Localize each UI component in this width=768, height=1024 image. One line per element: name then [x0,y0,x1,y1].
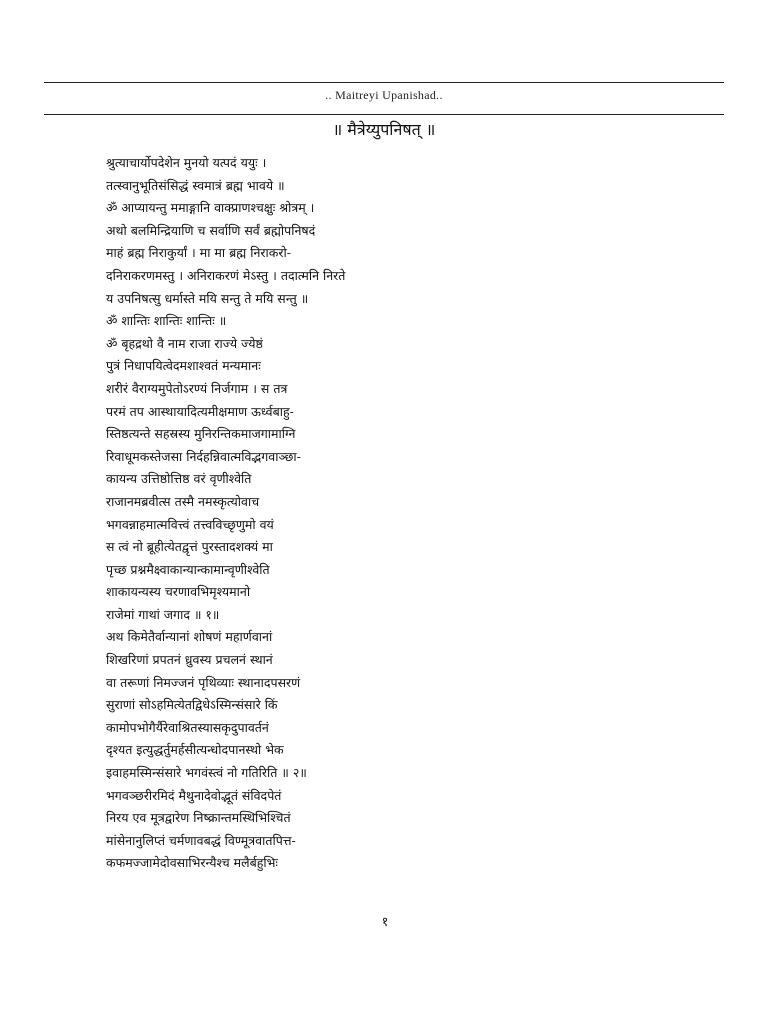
verse-line: स त्वं नो ब्रूहीत्येतद्वृत्तं पुरस्तादशक्यं मा [106,539,273,555]
verse-block [106,152,706,875]
verse-line: परमं तप आस्थायादित्यमीक्षमाण ऊर्ध्वबाहु- [106,403,294,419]
verse-line: ॐ बृहद्रथो वै नाम राजा राज्ये ज्येष्ठं [106,335,263,351]
page-title: ॥ मैत्रेय्युपनिषत् ॥ [332,120,436,139]
verse-line: इवाहमस्मिन्संसारे भगवंस्त्वं नो गतिरिति ॥ २॥ [106,765,307,781]
verse-line: मांसेनानुलिप्तं चर्मणावबद्धं विण्मूत्रवातपित्त- [106,832,296,848]
verse-line: पुत्रं निधापयित्वेदमशाश्वतं मन्यमानः [106,358,261,374]
verse-line: स्तिष्ठत्यन्ते सहस्रस्य मुनिरन्तिकमाजगामाग्नि [106,426,296,442]
verse-line: ॐ शान्तिः शान्तिः शान्तिः ॥ [106,313,227,329]
verse-line: रिवाधूमकस्तेजसा निर्दहन्निवात्मविद्भगवाञ्छा- [106,448,301,464]
verse-line: शरीरं वैराग्यमुपेतोऽरण्यं निर्जगाम । स तत्र [106,380,288,396]
verse-line: वा तरूणां निमज्जनं पृथिव्याः स्थानादपसरणं [106,674,301,690]
verse-line: अथो बलमिन्द्रियाणि च सर्वाणि सर्वं ब्रह्मोपनिषदं [106,222,316,238]
verse-line: दनिराकरणमस्तु । अनिराकरणं मेऽस्तु । तदात्मनि निरते [106,267,346,283]
verse-line: अथ किमेतैर्वान्यानां शोषणं महार्णवानां [106,629,273,645]
verse-line: सुराणां सोऽहमित्येतद्विधेऽस्मिन्संसारे किं [106,697,278,713]
verse-line: शिखरिणां प्रपतनं ध्रुवस्य प्रचलनं स्थानं [106,652,273,668]
title-rule [44,114,724,115]
page-number: १ [381,915,389,930]
verse-line: कफमज्जामेदोवसाभिरन्यैश्च मलैर्बहुभिः [106,855,278,871]
verse-line: शाकायन्यस्य चरणावभिमृश्यमानो [106,584,251,600]
verse-line: माहं ब्रह्म निराकुर्यां । मा मा ब्रह्म निराकरो- [106,245,291,261]
verse-line: श्रुत्याचार्योपदेशेन मुनयो यत्पदं ययुः । [106,155,267,170]
running-title: .. Maitreyi Upanishad.. [325,88,443,102]
verse-line: निरय एव मूत्रद्वारेण निष्क्रान्तमस्थिभिश्चितं [106,810,291,826]
verse-line: तत्स्वानुभूतिसंसिद्धं स्वमात्रं ब्रह्म भावये ॥ [106,177,285,193]
verse-line: पृच्छ प्रश्नमैक्ष्वाकान्यान्कामान्वृणीश्वेति [106,561,270,577]
verse-line: कायन्य उत्तिष्ठोत्तिष्ठ वरं वृणीश्वेति [106,471,252,487]
verse-line: भगवञ्छरीरमिदं मैथुनादेवोद्भूतं संविदपेतं [106,787,282,803]
top-rule [44,82,724,83]
verse-line: ॐ आप्यायन्तु ममाङ्गानि वाक्प्राणश्चक्षुः श्रोत्रम् । [106,200,315,216]
verse-line: राजानमब्रवीत्स तस्मै नमस्कृत्योवाच [106,493,260,509]
verse-line: भगवन्नाहमात्मवित्त्वं तत्त्वविच्छृणुमो वयं [106,516,274,532]
verse-line: दृश्यत इत्युद्धर्तुमर्हसीत्यन्धोदपानस्थो भेक [106,742,284,758]
verse-line: कामोपभोगैर्यैरेवाश्रितस्यासकृदुपावर्तनं [106,719,269,735]
verse-line: राजेमां गाथां जगाद ॥ १॥ [106,606,220,622]
verse-line: य उपनिषत्सु धर्मास्ते मयि सन्तु ते मयि सन्तु ॥ [106,290,309,306]
